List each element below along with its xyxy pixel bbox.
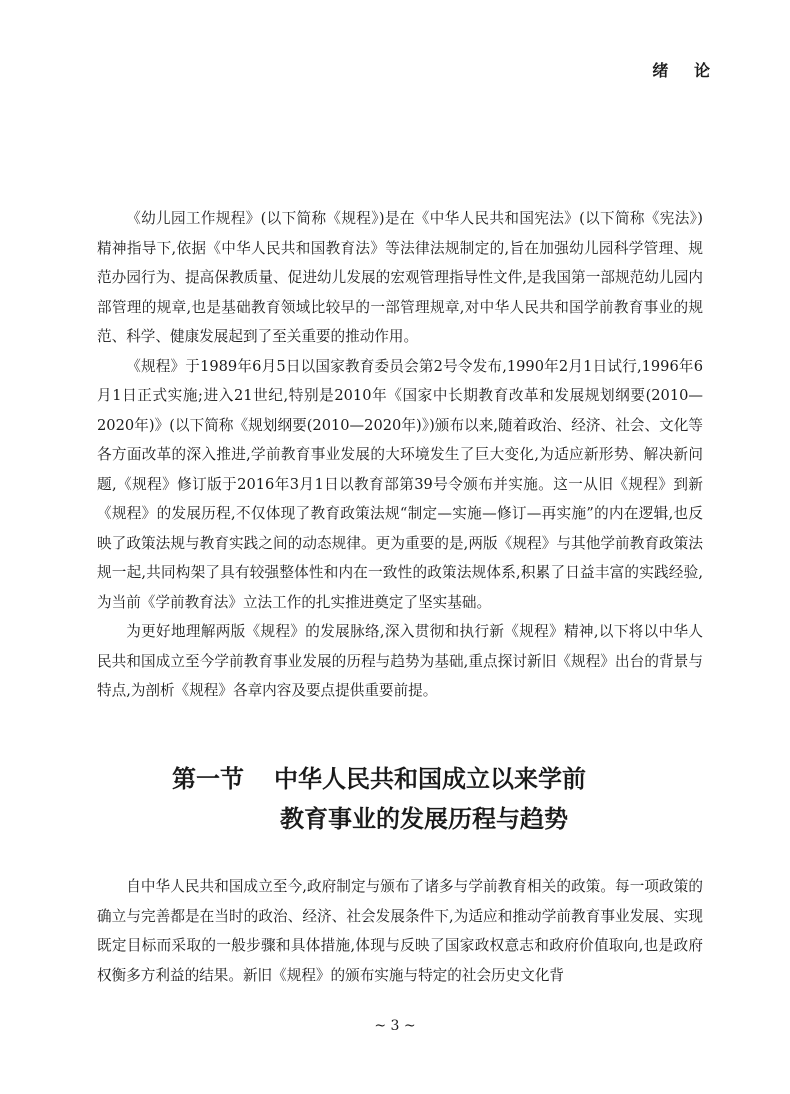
section-text [97, 872, 703, 990]
section-title-line-2: 教育事业的发展历程与趋势 [280, 805, 568, 833]
page-number: ~ 3 ~ [374, 1018, 416, 1034]
intro-text [97, 204, 703, 706]
intro-paragraph-3: 为更好地理解两版《规程》的发展脉络,深入贯彻和执行新《规程》精神,以下将以中华人民共和国成立至今学前教育事业发展的历程与趋势为基础,重点探讨新旧《规程》出台的背景与特点,为剖析《规程》各章内容及要点提供重要前提。 [97, 623, 703, 699]
section-paragraph-1: 自中华人民共和国成立至今,政府制定与颁布了诸多与学前教育相关的政策。每一项政策的确立与完善都是在当时的政治、经济、社会发展条件下,为适应和推动学前教育事业发展、实现既定目标而采取的一般步骤和具体措施,体现与反映了国家政权意志和政府价值取向,也是政府权衡多方利益的结果。新旧《规程》的颁布实施与特定的社会历史文化背 [97, 878, 703, 984]
running-header: 绪 论 [652, 61, 720, 80]
intro-paragraph-2: 《规程》于1989年6月5日以国家教育委员会第2号令发布,1990年2月1日试行,1996年6月1日正式实施;进入21世纪,特别是2010年《国家中长期教育改革和发展规划纲要(2010—2020年)》(以下简称《规划纲要(2010—2020年)》)颁布以来,随着政治、经济、社会、文化等各方面改革的深入推进,学前教育事业发展的大环境发生了巨大变化,为适应新形势、解决新问题,《规程》修订版于2016年3月1日以教育部第39号令颁布并实施。这一从旧《规程》到新《规程》的发展历程,不仅体现了教育政策法规“制定—实施—修订—再实施”的内在逻辑,也反映了政策法规与教育实践之间的动态规律。更为重要的是,两版《规程》与其他学前教育政策法规一起,共同构架了具有较强整体性和内在一致性的政策法规体系,积累了日益丰富的实践经验,为当前《学前教育法》立法工作的扎实推进奠定了坚实基础。 [97, 357, 703, 611]
section-title-line-1: 中华人民共和国成立以来学前 [274, 765, 586, 793]
intro-paragraph-1: 《幼儿园工作规程》(以下简称《规程》)是在《中华人民共和国宪法》(以下简称《宪法》)精神指导下,依据《中华人民共和国教育法》等法律法规制定的,旨在加强幼儿园科学管理、规范办园行为、提高保教质量、促进幼儿发展的宏观管理指导性文件,是我国第一部规范幼儿园内部管理的规章,也是基础教育领域比较早的一部管理规章,对中华人民共和国学前教育事业的规范、科学、健康发展起到了至关重要的推动作用。 [97, 210, 703, 345]
section-number: 第一节 [172, 765, 244, 793]
section-heading-line-1 [172, 758, 586, 800]
